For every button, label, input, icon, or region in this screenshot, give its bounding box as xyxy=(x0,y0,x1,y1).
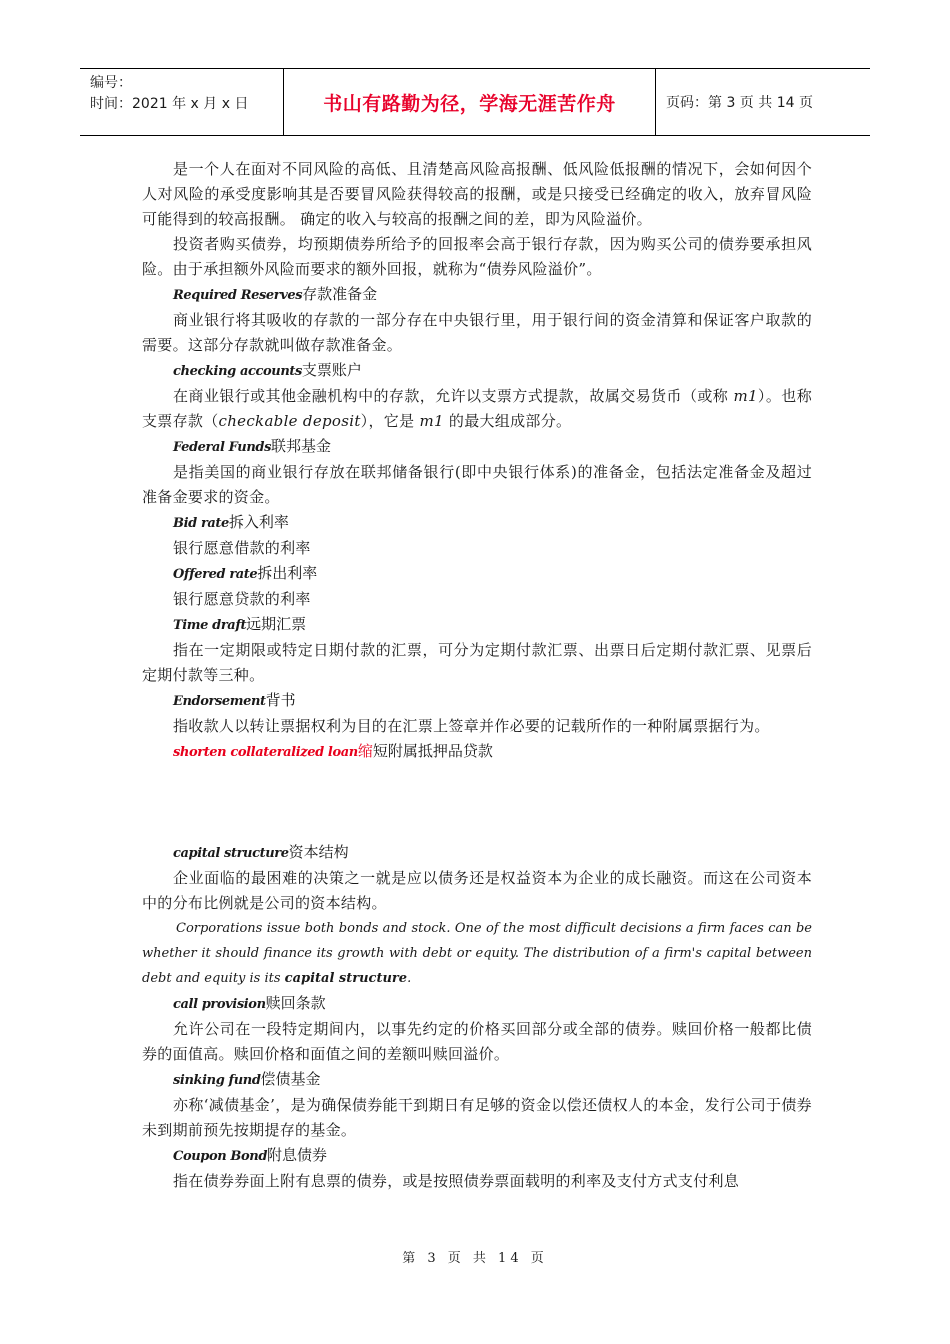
term-heading xyxy=(142,991,812,1017)
term-zh: 联邦基金 xyxy=(271,437,332,455)
term-definition: 银行愿意借款的利率 xyxy=(173,539,311,557)
term-definition xyxy=(142,384,812,434)
text-run: ）。也称支票存款（ xyxy=(142,387,813,430)
term-definition: 银行愿意贷款的利率 xyxy=(173,590,311,608)
term-heading xyxy=(142,434,812,460)
term-heading xyxy=(142,840,812,866)
term-en: Required Reserves xyxy=(173,288,303,303)
header-info xyxy=(80,69,284,135)
number-label: 编号： xyxy=(90,75,132,91)
term-en: capital structure xyxy=(173,846,289,861)
text-run: Corporations issue both bonds and stock. One of the most difficult decisions a firm faces can be whether it should finance its growth with debt or equity. The distribution of a firm's capital between debt and equity is its xyxy=(142,921,812,986)
term-en: call provision xyxy=(173,997,266,1012)
term-heading xyxy=(142,1143,812,1169)
term-zh: 存款准备金 xyxy=(302,285,378,303)
term-en: Endorsement xyxy=(173,694,266,709)
term-zh: 拆入利率 xyxy=(228,513,289,531)
term-en: Coupon Bond xyxy=(173,1149,268,1164)
term-heading-highlight xyxy=(142,739,812,765)
paragraph: 投资者购买债券，均预期债券所给予的回报率会高于银行存款，因为购买公司的债券要承担风险。由于承担额外风险而要求的额外回报，就称为“债券风险溢价”。 xyxy=(142,235,812,278)
term-heading xyxy=(142,688,812,714)
text-run: m1 xyxy=(419,412,444,430)
term-heading xyxy=(142,510,812,536)
term-zh: 短附属抵押品贷款 xyxy=(372,742,493,760)
term-heading xyxy=(142,1067,812,1093)
header-page-label: 页码：第 3 页 共 14 页 xyxy=(666,95,813,111)
term-en: shorten collateralized loan xyxy=(173,745,358,760)
page-header xyxy=(80,68,870,136)
term-definition: 指收款人以转让票据权利为目的在汇票上签章并作必要的记载所作的一种附属票据行为。 xyxy=(173,717,770,735)
term-zh: 远期汇票 xyxy=(246,615,307,633)
term-en: Offered rate xyxy=(173,567,258,582)
term-zh: 资本结构 xyxy=(288,843,349,861)
paragraph: 是一个人在面对不同风险的高低、且清楚高风险高报酬、低风险低报酬的情况下，会如何因个人对风险的承受度影响其是否要冒风险获得较高的报酬，或是只接受已经确定的收入，放弃冒风险可能得到的较高报酬。 确定的收入与较高的报酬之间的差，即为风险溢价。 xyxy=(142,160,812,228)
text-run: m1 xyxy=(733,387,758,405)
term-zh: 附息债券 xyxy=(267,1146,328,1164)
term-zh: 赎回条款 xyxy=(265,994,326,1012)
header-slogan: 书山有路勤为径，学海无涯苦作舟 xyxy=(284,69,656,135)
document-body xyxy=(142,157,812,1194)
term-en: Bid rate xyxy=(173,516,229,531)
term-definition: 是指美国的商业银行存放在联邦储备银行(即中央银行体系)的准备金，包括法定准备金及超过准备金要求的资金。 xyxy=(142,463,812,506)
text-run: 的最大组成部分。 xyxy=(443,412,572,430)
term-heading xyxy=(142,612,812,638)
term-zh: 背书 xyxy=(265,691,296,709)
term-heading xyxy=(142,561,812,587)
term-en: Federal Funds xyxy=(173,440,272,455)
term-definition: 指在一定期限或特定日期付款的汇票，可分为定期付款汇票、出票日后定期付款汇票、见票后定期付款等三种。 xyxy=(142,641,812,684)
time-label: 时间：2021 年 x 月 x 日 xyxy=(90,96,249,112)
term-definition: 允许公司在一段特定期间内，以事先约定的价格买回部分或全部的债券。赎回价格一般都比债券的面值高。赎回价格和面值之间的差额叫赎回溢价。 xyxy=(142,1020,812,1063)
term-definition: 企业面临的最困难的决策之一就是应以债务还是权益资本为企业的成长融资。而这在公司资本中的分布比例就是公司的资本结构。 xyxy=(142,869,812,912)
term-zh-red: 缩 xyxy=(357,742,373,760)
term-en: Time draft xyxy=(173,618,247,633)
term-definition: 商业银行将其吸收的存款的一部分存在中央银行里，用于银行间的资金清算和保证客户取款的需要。这部分存款就叫做存款准备金。 xyxy=(142,311,812,354)
page-footer: 第 3 页 共 14 页 xyxy=(402,1251,548,1266)
text-run: capital structure xyxy=(284,971,408,986)
term-zh: 拆出利率 xyxy=(257,564,318,582)
text-run: . xyxy=(407,971,412,986)
term-zh: 支票账户 xyxy=(301,361,362,379)
term-definition: 指在债券券面上附有息票的债券，或是按照债券票面载明的利率及支付方式支付利息 xyxy=(173,1172,740,1190)
term-heading xyxy=(142,282,812,308)
term-en: checking accounts xyxy=(173,364,302,379)
text-run: ），它是 xyxy=(360,412,420,430)
term-definition: 亦称‘减债基金’，是为确保债券能干到期日有足够的资金以偿还债权人的本金，发行公司于债券未到期前预先按期提存的基金。 xyxy=(142,1096,812,1139)
term-heading xyxy=(142,358,812,384)
term-en: sinking fund xyxy=(173,1073,261,1088)
text-run: checkable deposit xyxy=(218,412,361,430)
text-run: 在商业银行或其他金融机构中的存款，允许以支票方式提款，故属交易货币（或称 xyxy=(173,387,734,405)
term-zh: 偿债基金 xyxy=(260,1070,321,1088)
blank-space xyxy=(142,765,812,840)
english-quote xyxy=(142,916,812,991)
